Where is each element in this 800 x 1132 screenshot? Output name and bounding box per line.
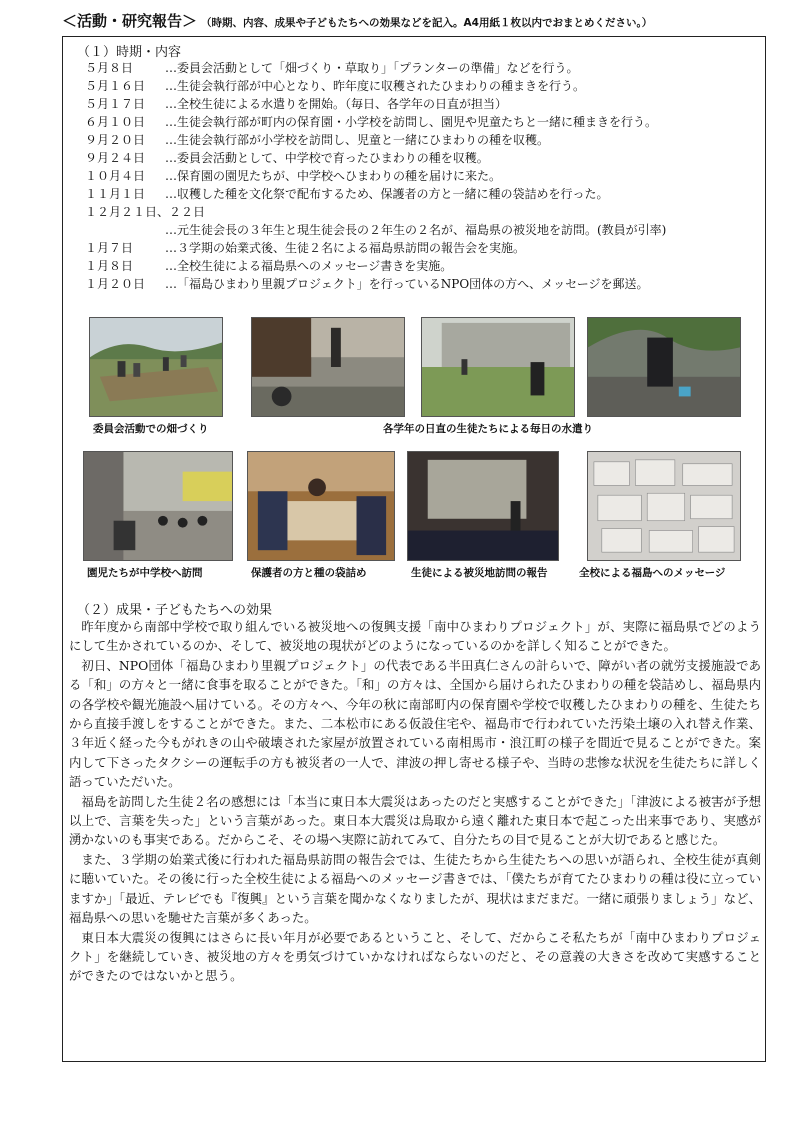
event-row bbox=[79, 77, 763, 95]
photo-messages bbox=[587, 451, 741, 561]
event-row bbox=[79, 239, 763, 257]
event-date: ９月２４日 bbox=[85, 151, 146, 165]
report-frame bbox=[62, 36, 766, 1062]
event-desc: …生徒会執行部が中心となり、昨年度に収穫されたひまわりの種まきを行う。 bbox=[165, 79, 586, 93]
event-row bbox=[79, 95, 763, 113]
page-header bbox=[62, 10, 782, 32]
event-row bbox=[79, 167, 763, 185]
paragraph: 初日、NPO団体「福島ひまわり里親プロジェクト」の代表である半田真仁さんの計らいで、障がい者の就労支援施設である「和」の方々と一緒に食事を取ることができた。「和」の方々は、全国から届けられたひまわりの種を袋詰めし、福島県内の各学校や観光施設へ届けている。その方々へ、今年の秋に南部町内の保育園や学校で収穫したひまわりの種を、生徒たちから直接手渡しをすることができた。また、二本松市にある仮設住宅や、福島市で行われていた汚染土壌の入れ替え作業、３年近く経った今もがれきの山や破壊された家屋が放置されている南相馬市・浪江町の様子を間近で見ることができた。案内して下さったタクシーの運転手の方も被災者の一人で、津波の押し寄せる様子や、当時の悲惨な状況を生徒たちに詳しく語っていただいた。 bbox=[69, 657, 761, 790]
event-date: ９月２０日 bbox=[85, 133, 146, 147]
caption-seed-packing: 保護者の方と種の袋詰め bbox=[251, 567, 367, 579]
header-title: ＜活動・研究報告＞ bbox=[62, 12, 198, 30]
event-desc: …委員会活動として、中学校で育ったひまわりの種を収穫。 bbox=[165, 151, 489, 165]
caption-kindergarten: 園児たちが中学校へ訪問 bbox=[87, 567, 203, 579]
event-row bbox=[79, 113, 763, 131]
header-note: （時期、内容、成果や子どもたちへの効果などを記入。A4用紙１枚以内でおまとめください。） bbox=[201, 17, 653, 29]
paragraph: 東日本大震災の復興にはさらに長い年月が必要であるということ、そして、だからこそ私たちが「南中ひまわりプロジェクト」を継続していき、被災地の方々を勇気づけていかなければならないのだと、その意義の大きさを改めて実感することができたのではないかと思う。 bbox=[69, 929, 761, 984]
caption-watering: 各学年の日直の生徒たちによる毎日の水遣り bbox=[383, 423, 593, 435]
caption-messages: 全校による福島へのメッセージ bbox=[579, 567, 726, 579]
section2-title: （２）成果・子どもたちへの効果 bbox=[77, 603, 273, 618]
event-date: ６月１０日 bbox=[85, 115, 146, 129]
event-date: １２月２１日、２２日 bbox=[85, 205, 206, 219]
event-desc: …保育園の園児たちが、中学校へひまわりの種を届けに来た。 bbox=[165, 169, 502, 183]
event-row bbox=[79, 59, 763, 77]
paragraph: また、３学期の始業式後に行われた福島県訪問の報告会では、生徒たちから生徒たちへの思いが語られ、全校生徒が真剣に聴いていた。その後に行った全校生徒による福島へのメッセージ書きでは、「僕たちが育てたひまわりの種は役に立っていますか」「最近、テレビでも『復興』という言葉を聞かなくなりましたが、現状はまだまだ。一緒に頑張りましょう」など、福島県への思いを馳せた言葉が多くあった。 bbox=[69, 851, 761, 926]
photo-watering-1 bbox=[251, 317, 405, 417]
event-row bbox=[79, 185, 763, 203]
event-date: ５月１７日 bbox=[85, 97, 146, 111]
photo-report-meeting bbox=[407, 451, 559, 561]
event-row bbox=[79, 203, 763, 221]
event-desc: …生徒会執行部が町内の保育園・小学校を訪問し、園児や児童たちと一緒に種まきを行う。 bbox=[165, 115, 658, 129]
photo-watering-3 bbox=[587, 317, 741, 417]
event-desc: …全校生徒による福島県へのメッセージ書きを実施。 bbox=[165, 259, 453, 273]
caption-report: 生徒による被災地訪問の報告 bbox=[411, 567, 548, 579]
event-desc: …収穫した種を文化祭で配布するため、保護者の方と一緒に種の袋詰めを行った。 bbox=[165, 187, 609, 201]
event-row bbox=[79, 149, 763, 167]
event-desc: …生徒会執行部が小学校を訪問し、児童と一緒にひまわりの種を収穫。 bbox=[165, 133, 550, 147]
event-desc: …「福島ひまわり里親プロジェクト」を行っているNPO団体の方へ、メッセージを郵送。 bbox=[165, 277, 649, 291]
photo-watering-2 bbox=[421, 317, 575, 417]
event-date: １月８日 bbox=[85, 259, 134, 273]
caption-field-work: 委員会活動での畑づくり bbox=[93, 423, 209, 435]
event-desc bbox=[279, 203, 763, 221]
event-date: １月７日 bbox=[85, 241, 134, 255]
event-date: １０月４日 bbox=[85, 169, 146, 183]
event-desc: …全校生徒による水遣りを開始。（毎日、各学年の日直が担当） bbox=[165, 97, 508, 111]
event-row bbox=[79, 131, 763, 149]
photo-kindergarten-visit bbox=[83, 451, 233, 561]
section1-title: （１）時期・内容 bbox=[77, 45, 182, 60]
results-body bbox=[69, 617, 761, 986]
event-list bbox=[79, 59, 763, 293]
paragraph: 福島を訪問した生徒２名の感想には「本当に東日本大震災はあったのだと実感することができた」「津波による被害が予想以上で、言葉を失った」という言葉があった。東日本大震災は鳥取から遠く離れた東日本で起こった出来事であり、実感が湧かないのも事実である。だからこそ、その場へ実際に訪れてみて、自分たちの目で見ることが大切であると感じた。 bbox=[69, 793, 761, 848]
event-date: ５月１６日 bbox=[85, 79, 146, 93]
event-date: １１月１日 bbox=[85, 187, 146, 201]
event-row bbox=[79, 221, 763, 239]
event-date: ５月８日 bbox=[85, 61, 134, 75]
event-desc: …元生徒会長の３年生と現生徒会長の２年生の２名が、福島県の被災地を訪問。(教員が引率) bbox=[165, 223, 667, 237]
photo-seed-packing bbox=[247, 451, 395, 561]
event-date: １月２０日 bbox=[85, 277, 146, 291]
photo-field-work bbox=[89, 317, 223, 417]
event-row bbox=[79, 257, 763, 275]
event-desc: …３学期の始業式後、生徒２名による福島県訪問の報告会を実施。 bbox=[165, 241, 526, 255]
event-desc: …委員会活動として「畑づくり・草取り」「プランターの準備」などを行う。 bbox=[165, 61, 579, 75]
event-row bbox=[79, 275, 763, 293]
paragraph: 昨年度から南部中学校で取り組んでいる被災地への復興支援「南中ひまわりプロジェクト」が、実際に福島県でどのようにして生かされているのか、そして、被災地の現状がどのようになっているのかを詳しく知ることができた。 bbox=[69, 619, 761, 654]
